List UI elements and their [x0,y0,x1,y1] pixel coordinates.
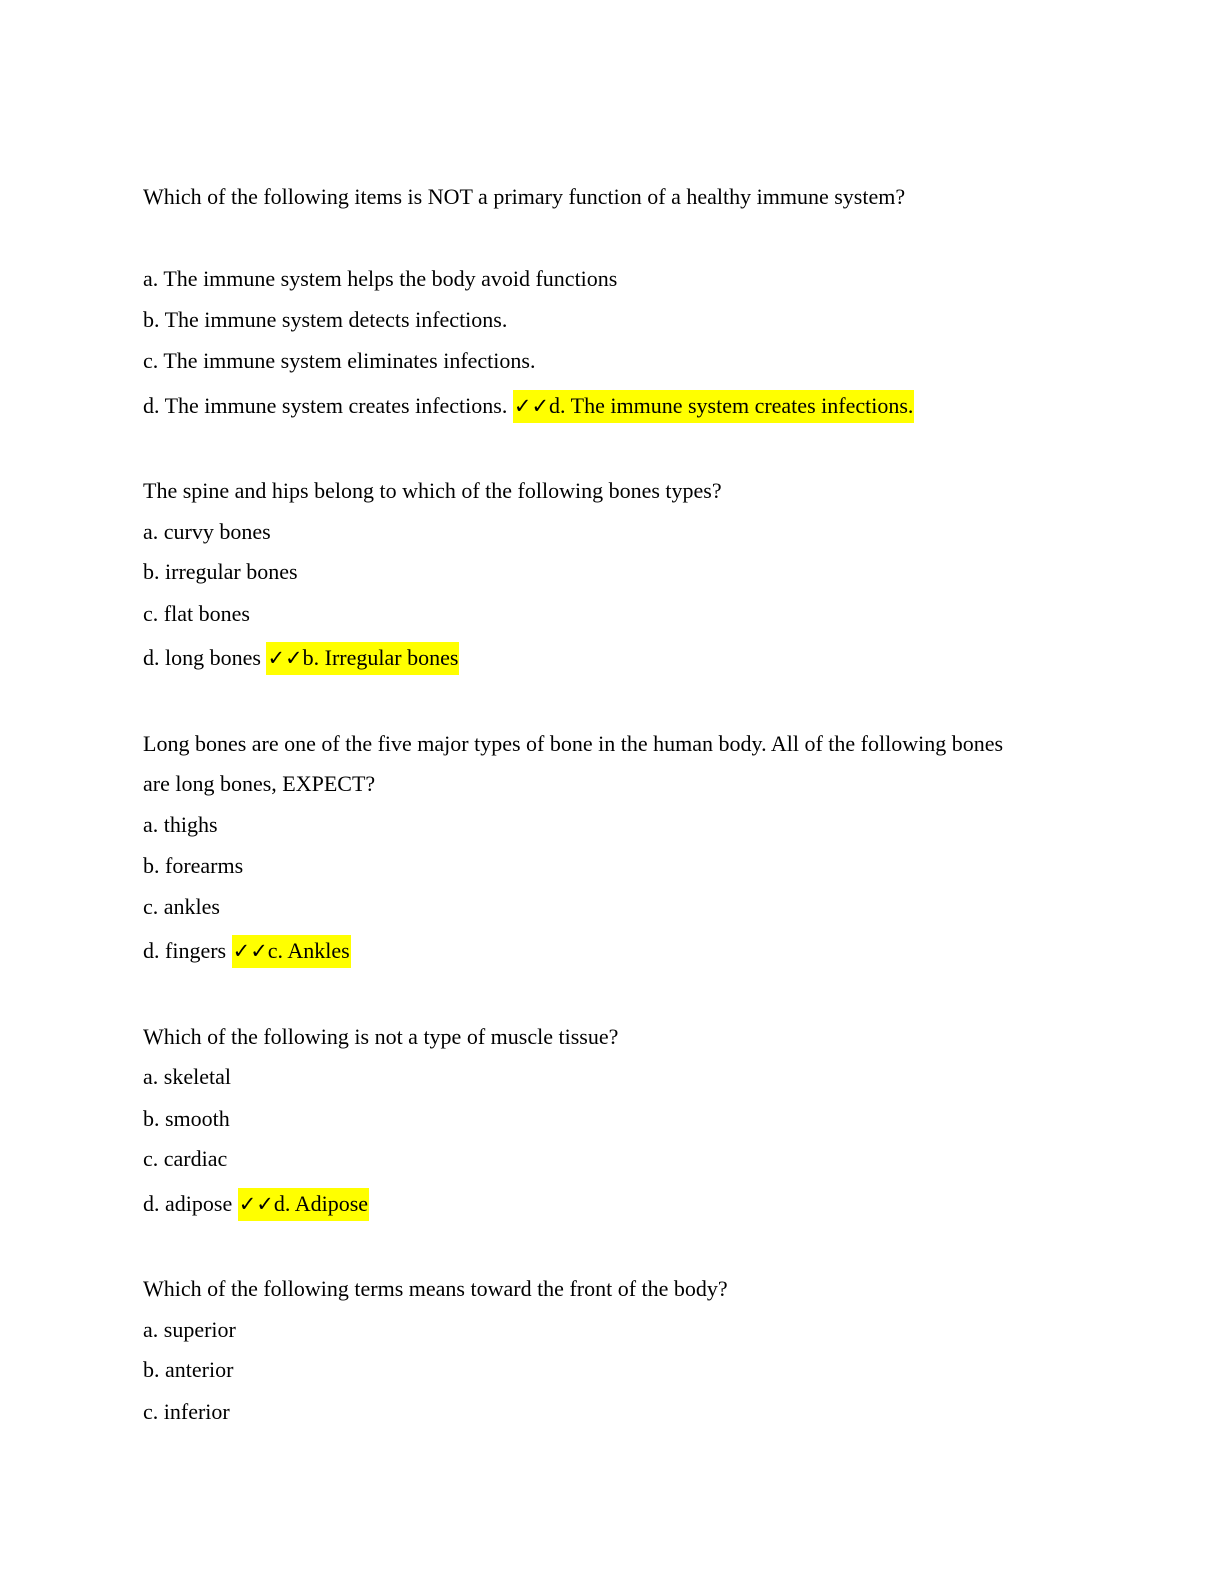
question-1-option-c: c. The immune system eliminates infections. [143,348,536,373]
question-1-answer-highlight [513,390,915,423]
question-2-answer: b. Irregular bones [302,645,459,670]
question-1-option-b: b. The immune system detects infections. [143,307,508,332]
question-2-option-d: d. long bones [143,645,261,670]
question-2-option-d-row [143,644,459,672]
check-mark-icon: ✓✓ [513,394,550,418]
question-4-option-a: a. skeletal [143,1064,231,1089]
question-3-option-d: d. fingers [143,938,227,963]
question-5-stem: Which of the following terms means toward the front of the body? [143,1276,728,1301]
question-3-stem-line-1: Long bones are one of the five major types of bone in the human body. All of the following bones [143,731,1004,756]
question-1-option-a: a. The immune system helps the body avoid functions [143,266,618,291]
check-mark-icon: ✓✓ [238,1192,274,1216]
check-mark-icon: ✓✓ [232,939,268,963]
question-3-option-b: b. forearms [143,853,244,878]
question-2-stem: The spine and hips belong to which of the following bones types? [143,478,722,503]
check-mark-icon: ✓✓ [267,646,303,670]
question-4-answer-highlight [238,1188,369,1221]
question-1-stem: Which of the following items is NOT a primary function of a healthy immune system? [143,184,906,209]
question-4-option-d-row [143,1190,369,1218]
question-5-option-b: b. anterior [143,1357,234,1382]
question-3-answer-highlight [232,935,351,968]
question-2-option-b: b. irregular bones [143,559,298,584]
question-4-option-d: d. adipose [143,1191,233,1216]
question-5-option-c: c. inferior [143,1399,230,1424]
question-3-stem-line-2: are long bones, EXPECT? [143,771,376,796]
question-3-answer: c. Ankles [267,938,350,963]
question-4-option-c: c. cardiac [143,1146,228,1171]
question-4-answer: d. Adipose [273,1191,369,1216]
question-1-option-d: d. The immune system creates infections. [143,393,508,418]
question-1-answer: d. The immune system creates infections. [549,393,914,418]
question-2-option-c: c. flat bones [143,601,250,626]
question-5-option-a: a. superior [143,1317,236,1342]
question-4-option-b: b. smooth [143,1106,230,1131]
question-3-option-a: a. thighs [143,812,218,837]
question-4-stem: Which of the following is not a type of muscle tissue? [143,1024,619,1049]
question-2-option-a: a. curvy bones [143,519,271,544]
question-3-option-c: c. ankles [143,894,220,919]
question-1-option-d-row [143,392,914,420]
question-3-option-d-row [143,937,351,965]
question-2-answer-highlight [266,642,459,675]
